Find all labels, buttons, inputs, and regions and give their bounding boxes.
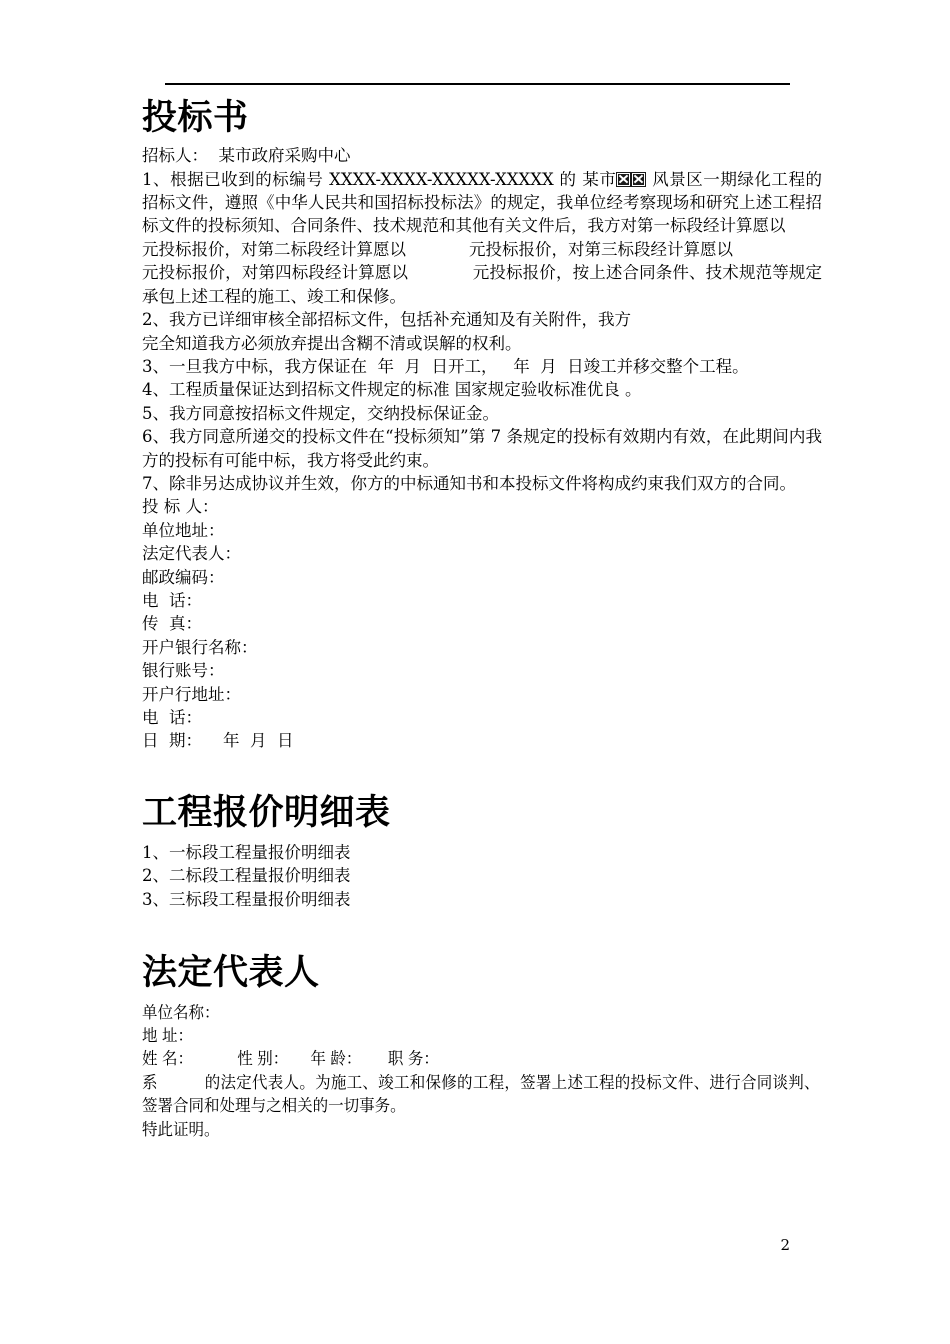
field-bank-address: 开户行地址： (142, 684, 241, 704)
heading-bid-letter: 投标书 (142, 98, 249, 138)
field-telephone: 电 话： (142, 590, 202, 610)
document-content (142, 98, 822, 1141)
field-unit-address: 单位地址： (142, 520, 225, 540)
clause-4: 4、工程质量保证达到招标文件规定的标准 国家规定验收标准优良 。 (142, 380, 642, 400)
clause-3: 3、一旦我方中标，我方保证在 年 月 日开工， 年 月 日竣工并移交整个工程。 (142, 356, 749, 376)
clause-1-bid-line-a: 元投标报价，对第二标段经计算愿以 元投标报价，对第三标段经计算愿以 (142, 239, 733, 259)
clause-1-bid-line-b: 元投标报价，对第四标段经计算愿以 元投标报价，按上述合同条件、技术规范等规定承包上述工程的施工、竣工和保修。 (142, 263, 822, 306)
clause-1-text-before-missing-glyph: 1、根据已收到的标编号 XXXX-XXXX-XXXXX-XXXXX 的 某市 (142, 169, 617, 189)
price-schedule-item-3: 3、三标段工程量报价明细表 (142, 889, 351, 909)
certification-body: 系 的法定代表人。为施工、竣工和保修的工程，签署上述工程的投标文件、进行合同谈判、签署合同和处理与之相关的一切事务。 (142, 1072, 820, 1116)
field-date: 日 期： 年 月 日 (142, 731, 294, 751)
clause-2-line-b: 完全知道我方必须放弃提出含糊不清或误解的权利。 (142, 333, 522, 353)
missing-glyph-box-icon (631, 172, 646, 187)
missing-glyph-box-icon (616, 172, 631, 187)
field-company-name: 单位名称： (142, 1002, 220, 1022)
field-bank-account: 银行账号： (142, 661, 225, 681)
field-fax: 传 真： (142, 614, 202, 634)
section-bid-letter (142, 98, 822, 753)
clause-5: 5、我方同意按招标文件规定，交纳投标保证金。 (142, 403, 499, 423)
clause-1-text-after-missing-glyph: 风景区一期绿化工程的招标文件，遵照《中华人民共和国招标投标法》的规定，我单位经考察现场和研究上述工程招标文件的投标须知、合同条件、技术规范和其他有关文件后，我方对第一标段经计算愿以 (142, 169, 822, 236)
clause-2-line-a: 2、我方已详细审核全部招标文件，包括补充通知及有关附件，我方 (142, 310, 631, 330)
field-telephone-2: 电 话： (142, 708, 202, 727)
clause-1-paragraph (142, 168, 822, 238)
field-address: 地 址： (142, 1025, 193, 1045)
certification-closing: 特此证明。 (142, 1119, 220, 1139)
field-bidder: 投 标 人： (142, 497, 219, 517)
field-postal-code: 邮政编码： (142, 567, 225, 587)
section-legal-representative (142, 953, 822, 1141)
field-name-gender-age-position: 姓 名： 性 别： 年 龄： 职 务： (142, 1049, 439, 1069)
field-legal-representative: 法定代表人： (142, 544, 241, 564)
page-number: 2 (780, 1236, 790, 1254)
clause-7: 7、除非另达成协议并生效，你方的中标通知书和本投标文件将构成约束我们双方的合同。 (142, 473, 796, 493)
field-bank-name: 开户银行名称： (142, 637, 258, 657)
heading-legal-representative: 法定代表人 (142, 953, 320, 994)
section-price-schedule (142, 793, 822, 911)
clause-6: 6、我方同意所递交的投标文件在“投标须知”第 7 条规定的投标有效期内有效，在此期间内我方的投标有可能中标，我方将受此约束。 (142, 427, 822, 470)
price-schedule-item-2: 2、二标段工程量报价明细表 (142, 866, 351, 886)
heading-price-schedule: 工程报价明细表 (142, 792, 391, 833)
bid-invitor-line: 招标人： 某市政府采购中心 (142, 146, 351, 166)
price-schedule-item-1: 1、一标段工程量报价明细表 (142, 843, 351, 863)
header-rule (165, 83, 790, 85)
